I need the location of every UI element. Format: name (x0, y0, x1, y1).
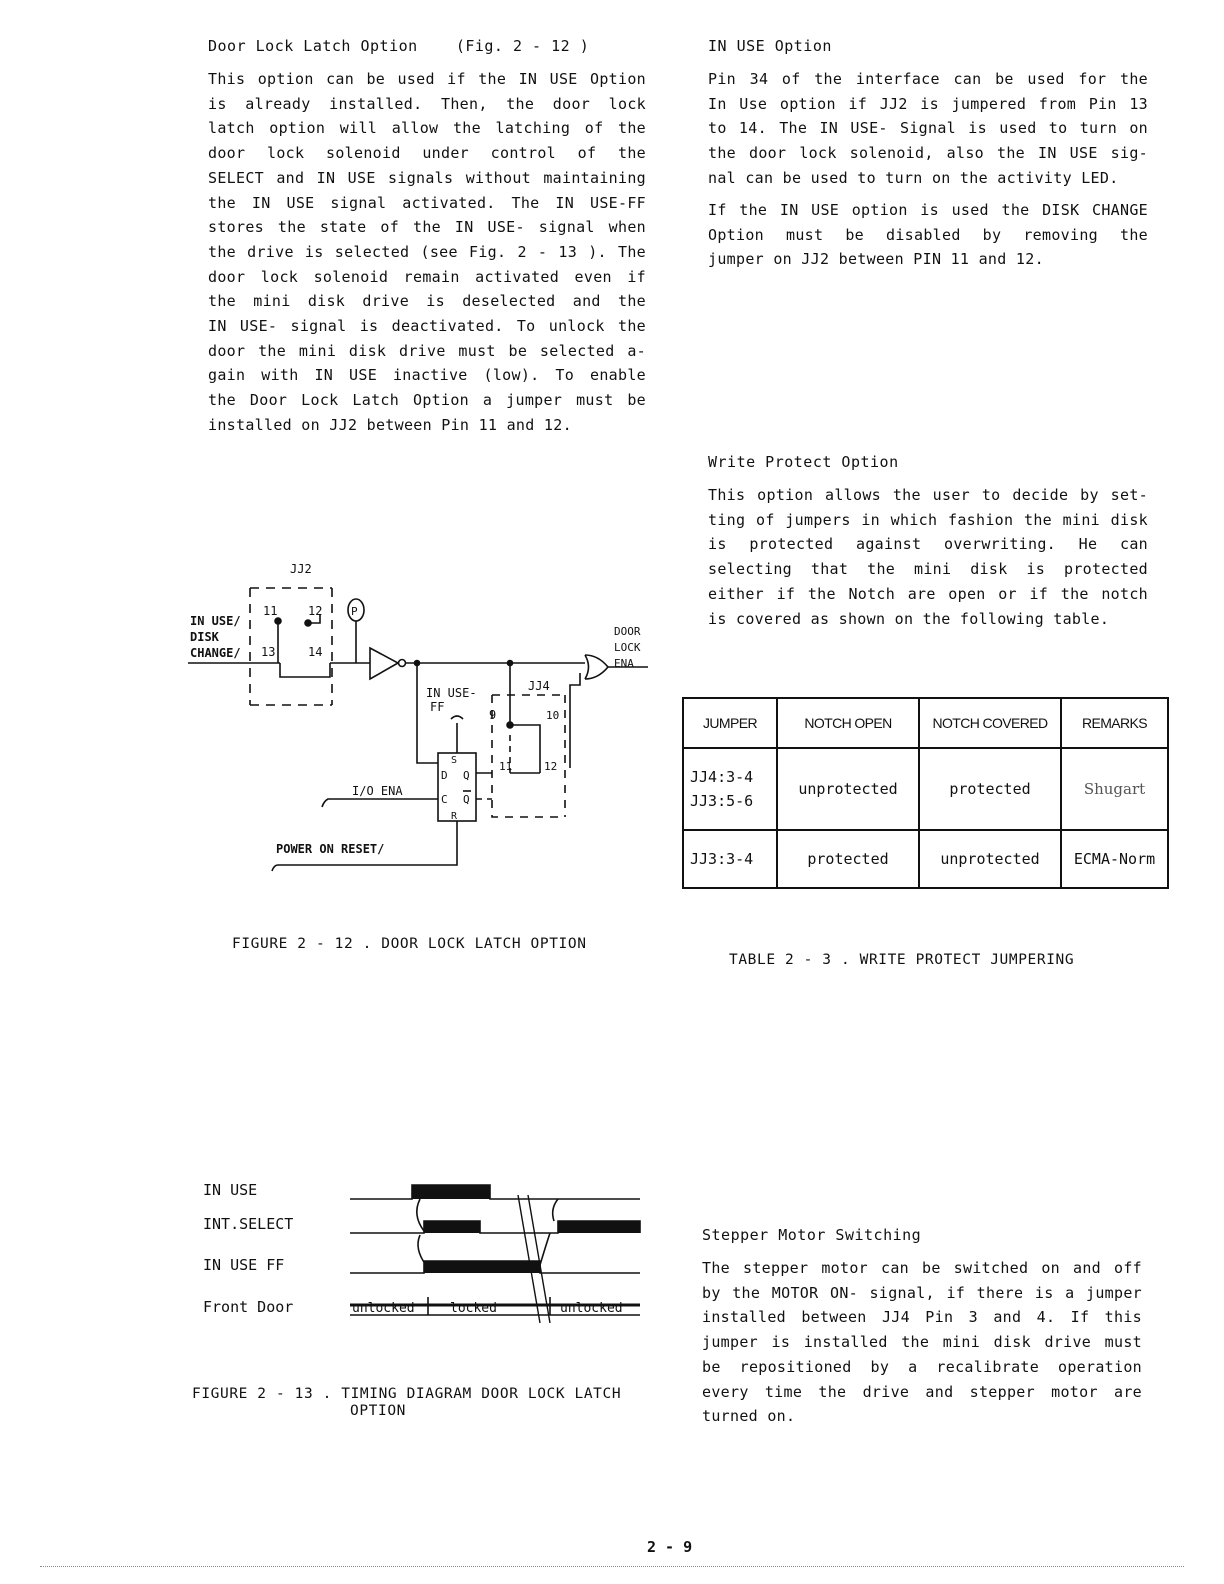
door-state-label: unlocked (352, 1301, 415, 1316)
stepper-heading: Stepper Motor Switching (702, 1226, 922, 1244)
remarks-cell: ECMA-Norm (1061, 830, 1168, 888)
signal-label: IN USE FF (203, 1256, 285, 1274)
figure-13-caption-line: FIGURE 2 - 13 . TIMING DIAGRAM DOOR LOCK LATCH (192, 1386, 622, 1402)
arrow (540, 1233, 550, 1265)
disk-label: DISK (190, 630, 219, 644)
table-caption: TABLE 2 - 3 . WRITE PROTECT JUMPERING (729, 952, 1075, 968)
c-label: C (441, 793, 448, 806)
or-gate-back (585, 655, 589, 679)
page-number: 2 - 9 (647, 1538, 693, 1556)
stepper-text-line: installed between JJ4 Pin 3 and 4. If this (702, 1308, 1142, 1327)
door-lock-text-line: gain with IN USE inactive (low). To enable (208, 366, 646, 385)
ff-label-1: IN USE- (426, 686, 477, 700)
io-ena-wire (322, 799, 438, 807)
door-lock-text-line: door the mini disk drive must be selected a- (208, 341, 646, 360)
jumper-cell (683, 748, 777, 830)
ff-label-2: FF (430, 700, 445, 714)
pin12b-label: 12 (544, 760, 558, 773)
in-use-text-line: Pin 34 of the interface can be used for the (708, 70, 1148, 88)
notch-covered-cell: unprotected (919, 830, 1061, 888)
door-lock-text-line: door lock solenoid under control of the (208, 144, 646, 163)
in-use-text-2 (708, 198, 1148, 272)
stepper-text-line: The stepper motor can be switched on and off (702, 1259, 1142, 1277)
figure-13-caption (192, 1386, 621, 1420)
door-lock-text-line: the Door Lock Latch Option a jumper must be (208, 391, 646, 410)
door-lock-schematic (180, 555, 660, 885)
arrow (553, 1199, 558, 1221)
d-label: D (441, 769, 448, 782)
arrow (417, 1199, 424, 1231)
input-wire (188, 663, 330, 677)
in-use-text-line: Option must be disabled by removing the (708, 225, 1148, 244)
select-pulse-2 (558, 1221, 640, 1233)
pin14-label: 14 (308, 645, 323, 659)
signal-label: Front Door (203, 1298, 294, 1316)
qbar-label: Q (463, 793, 470, 806)
in-use-heading: IN USE Option (708, 37, 832, 55)
door-lock-text-line: the drive is selected (see Fig. 2 - 13 ). The (208, 242, 646, 261)
jj4-dot (507, 722, 513, 728)
pin9-label: 9 (489, 708, 497, 722)
door-state-label: unlocked (560, 1301, 623, 1316)
select-pulse-1 (424, 1221, 480, 1233)
door-lock-text-line: the IN USE signal activated. The IN USE-FF (208, 193, 646, 212)
write-protect-text-line: is protected against overwriting. He can (708, 535, 1148, 554)
pin11-label: 11 (263, 604, 278, 618)
write-protect-text-line: ting of jumpers in which fashion the mini disk (708, 510, 1148, 529)
stepper-text (702, 1256, 1142, 1429)
write-protect-text-line: selecting that the mini disk is protected (708, 560, 1148, 579)
door-state-label: locked (450, 1301, 497, 1316)
door-lock-text-line: IN USE- signal is deactivated. To unlock the (208, 317, 646, 336)
write-protect-text (708, 483, 1148, 631)
figure-13-caption-line: OPTION (350, 1403, 406, 1419)
stepper-text-line: be repositioned by a recalibrate operation (702, 1357, 1142, 1376)
door-lock-text-line: This option can be used if the IN USE Option (208, 70, 646, 88)
header-remarks: REMARKS (1061, 698, 1168, 748)
in-use-text-line: the door lock solenoid, also the IN USE sig- (708, 144, 1148, 163)
pin13-label: 13 (261, 645, 276, 659)
notch-open-cell: unprotected (777, 748, 919, 830)
door-label: DOOR (614, 625, 641, 638)
door-lock-text (208, 67, 646, 438)
pin11b-label: 11 (499, 760, 513, 773)
write-protect-text-line: either if the Notch are open or if the notch (708, 584, 1148, 603)
q-label: Q (463, 769, 470, 782)
in-use-text-line: nal can be used to turn on the activity LED. (708, 168, 1119, 187)
header-notch-open: NOTCH OPEN (777, 698, 919, 748)
in-use-text-1 (708, 67, 1148, 191)
ff-pulse (424, 1261, 540, 1273)
footer-divider (40, 1566, 1184, 1567)
or-input-wire (570, 673, 580, 768)
write-protect-table (682, 697, 1169, 889)
write-protect-heading: Write Protect Option (708, 453, 899, 471)
timing-diagram (340, 1175, 650, 1325)
signal-label: IN USE (203, 1181, 258, 1199)
door-lock-text-line: the mini disk drive is deselected and the (208, 292, 646, 311)
jumper-value: JJ3:5-6 (690, 792, 754, 810)
in-use-text-line: If the IN USE option is used the DISK CHANGE (708, 201, 1148, 219)
in-use-trace (350, 1185, 640, 1199)
jumper-value: JJ4:3-4 (690, 768, 754, 786)
in-use-pulse (412, 1185, 490, 1199)
notch-covered-cell: protected (919, 748, 1061, 830)
pin10-label: 10 (546, 709, 560, 722)
lock-label: LOCK (614, 641, 641, 654)
pin12-dot (305, 620, 311, 626)
figure-12-caption: FIGURE 2 - 12 . DOOR LOCK LATCH OPTION (232, 936, 587, 952)
table-row (683, 748, 1168, 830)
table-row (683, 830, 1168, 888)
r-label: R (451, 811, 458, 822)
stepper-text-line: jumper is installed the mini disk drive must (702, 1333, 1142, 1352)
pin12-label: 12 (308, 604, 323, 618)
header-jumper: JUMPER (683, 698, 777, 748)
header-notch-covered: NOTCH COVERED (919, 698, 1061, 748)
in-use-text-line: In Use option if JJ2 is jumpered from Pin 13 (708, 94, 1148, 113)
door-lock-text-line: is already installed. Then, the door lock (208, 94, 646, 113)
table-header-row (683, 698, 1168, 748)
ena-label: ENA (614, 657, 634, 670)
in-use-label: IN USE/ (190, 614, 241, 628)
in-use-text-line: to 14. The IN USE- Signal is used to turn on (708, 119, 1148, 138)
p-label: P (351, 605, 358, 618)
notch-open-cell: protected (777, 830, 919, 888)
write-protect-text-line: This option allows the user to decide by set- (708, 486, 1148, 504)
signal-label: INT.SELECT (203, 1215, 294, 1233)
buffer-gate (370, 648, 398, 679)
por-label: POWER ON RESET/ (276, 842, 385, 856)
door-lock-text-line: door lock solenoid remain activated even if (208, 267, 646, 286)
in-use-text-line: jumper on JJ2 between PIN 11 and 12. (708, 250, 1044, 269)
stepper-text-line: every time the drive and stepper motor are (702, 1382, 1142, 1401)
door-lock-text-line: SELECT and IN USE signals without maintaining (208, 168, 646, 187)
set-wire (451, 716, 463, 753)
jj2-label: JJ2 (290, 562, 312, 576)
jj4-label: JJ4 (528, 679, 550, 693)
door-lock-text-line: latch option will allow the latching of the (208, 119, 646, 138)
stepper-text-line: turned on. (702, 1407, 796, 1426)
jumper-cell: JJ3:3-4 (683, 830, 777, 888)
write-protect-text-line: is covered as shown on the following table. (708, 609, 1110, 628)
s-label: S (451, 755, 458, 766)
change-label: CHANGE/ (190, 646, 241, 660)
remarks-cell: Shugart (1061, 748, 1168, 830)
door-lock-heading: Door Lock Latch Option (Fig. 2 - 12 ) (208, 37, 590, 55)
io-ena-label: I/O ENA (352, 784, 403, 798)
door-lock-text-line: stores the state of the IN USE- signal when (208, 218, 646, 237)
door-lock-text-line: installed on JJ2 between Pin 11 and 12. (208, 415, 572, 434)
stepper-text-line: by the MOTOR ON- signal, if there is a jumper (702, 1283, 1142, 1302)
